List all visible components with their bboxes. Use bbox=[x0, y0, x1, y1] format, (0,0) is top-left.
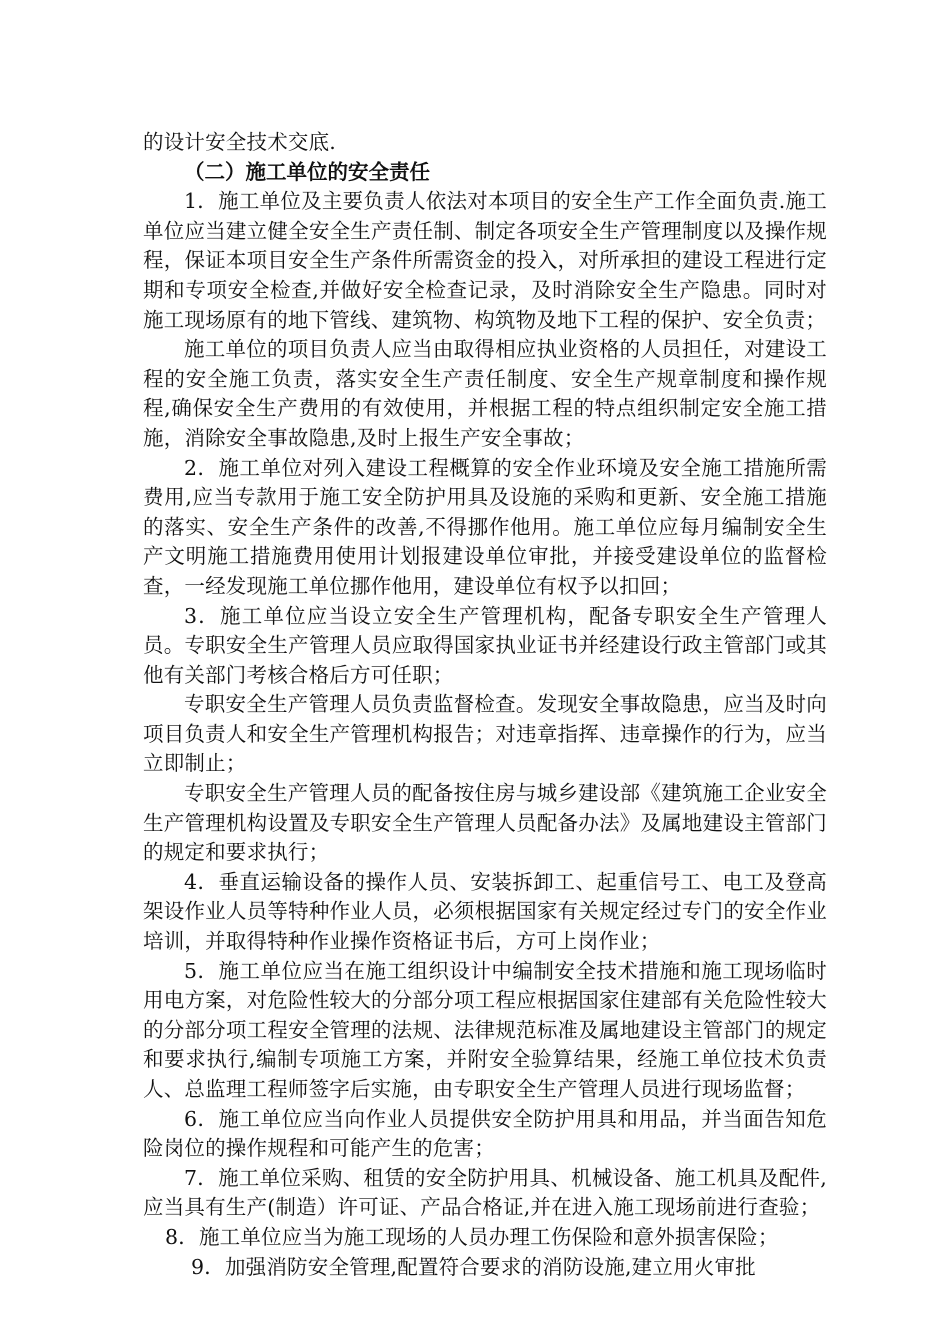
paragraph-3-staffing: 专职安全生产管理人员的配备按住房与城乡建设部《建筑施工企业安全生产管理机构设置及专职安全生产管理人员配备办法》及属地建设主管部门的规定和要求执行； bbox=[143, 781, 827, 865]
paragraph-7: 7．施工单位采购、租赁的安全防护用具、机械设备、施工机具及配件,应当具有生产(制造）许可证、产品合格证,并在进入施工现场前进行查验； bbox=[143, 1165, 827, 1220]
paragraph-5: 5．施工单位应当在施工组织设计中编制安全技术措施和施工现场临时用电方案，对危险性较大的分部分项工程应根据国家住建部有关危险性较大的分部分项工程安全管理的法规、法律规范标准及属地建设主管部门的规定和要求执行,编制专项施工方案，并附安全验算结果，经施工单位技术负责人、总监理工程师签字后实施，由专职安全生产管理人员进行现场监督； bbox=[143, 958, 827, 1101]
paragraph-2: 2．施工单位对列入建设工程概算的安全作业环境及安全施工措施所需费用,应当专款用于施工安全防护用具及设施的采购和更新、安全施工措施的落实、安全生产条件的改善,不得挪作他用。施工单位应每月编制安全生产文明施工措施费用使用计划报建设单位审批，并接受建设单位的监督检查，一经发现施工单位挪作他用，建设单位有权予以扣回； bbox=[143, 455, 827, 598]
paragraph-8: 8．施工单位应当为施工现场的人员办理工伤保险和意外损害保险； bbox=[165, 1224, 779, 1249]
paragraph-3-supervision: 专职安全生产管理人员负责监督检查。发现安全事故隐患，应当及时向项目负责人和安全生产管理机构报告；对违章指挥、违章操作的行为，应当立即制止； bbox=[143, 692, 827, 776]
paragraph-3: 3．施工单位应当设立安全生产管理机构，配备专职安全生产管理人员。专职安全生产管理人员应取得国家执业证书并经建设行政主管部门或其他有关部门考核合格后方可任职； bbox=[143, 603, 827, 687]
paragraph-1-project-lead: 施工单位的项目负责人应当由取得相应执业资格的人员担任，对建设工程的安全施工负责，落实安全生产责任制度、安全生产规章制度和操作规程,确保安全生产费用的有效使用，并根据工程的特点组织制定安全施工措施，消除安全事故隐患,及时上报生产安全事故； bbox=[143, 337, 827, 450]
paragraph-6: 6．施工单位应当向作业人员提供安全防护用具和用品，并当面告知危险岗位的操作规程和可能产生的危害； bbox=[143, 1106, 827, 1161]
paragraph-9: 9．加强消防安全管理,配置符合要求的消防设施,建立用火审批 bbox=[191, 1254, 756, 1279]
section-heading: （二）施工单位的安全责任 bbox=[184, 159, 430, 184]
continuation-text: 的设计安全技术交底. bbox=[143, 130, 337, 154]
paragraph-1: 1．施工单位及主要负责人依法对本项目的安全生产工作全面负责.施工单位应当建立健全安全生产责任制、制定各项安全生产管理制度以及操作规程，保证本项目安全生产条件所需资金的投入，对所承担的建设工程进行定期和专项安全检查,并做好安全检查记录，及时消除安全生产隐患。同时对施工现场原有的地下管线、建筑物、构筑物及地下工程的保护、安全负责； bbox=[143, 189, 827, 332]
paragraph-4: 4．垂直运输设备的操作人员、安装拆卸工、起重信号工、电工及登高架设作业人员等特种作业人员，必须根据国家有关规定经过专门的安全作业培训，并取得特种作业操作资格证书后，方可上岗作业； bbox=[143, 869, 827, 954]
document-page bbox=[143, 128, 827, 1282]
